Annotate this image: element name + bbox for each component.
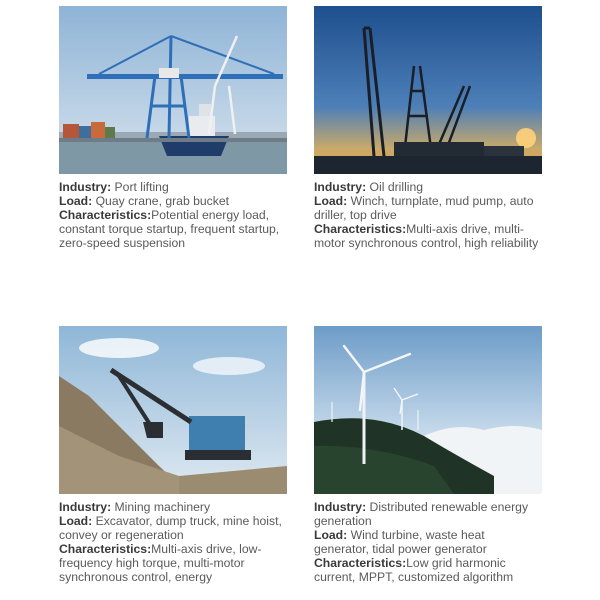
industry-label: Industry: xyxy=(59,500,112,514)
card-mining-machinery xyxy=(59,326,287,584)
card-description xyxy=(314,180,542,250)
load-label: Load: xyxy=(59,514,93,528)
industry-label: Industry: xyxy=(59,180,112,194)
industry-value: Distributed renewable energy generation xyxy=(314,500,529,528)
load-label: Load: xyxy=(314,528,348,542)
industry-label: Industry: xyxy=(314,500,367,514)
card-port-lifting xyxy=(59,6,287,250)
load-value: Excavator, dump truck, mine hoist, convey or regeneration xyxy=(59,514,282,542)
characteristics-label: Characteristics: xyxy=(314,556,407,570)
characteristics-value: Potential energy load, constant torque startup, frequent startup, zero-speed suspension xyxy=(59,208,280,250)
card-description xyxy=(314,500,542,584)
oil-drilling-rig-photo xyxy=(314,6,542,174)
card-description xyxy=(59,500,287,584)
characteristics-value: Low grid harmonic current, MPPT, customized algorithm xyxy=(314,556,514,584)
characteristics-value: Multi-axis drive, multi-motor synchronous control, high reliability xyxy=(314,222,539,250)
industry-value: Port lifting xyxy=(114,180,169,194)
load-value: Winch, turnplate, mud pump, auto driller, top drive xyxy=(314,194,534,222)
port-crane-photo xyxy=(59,6,287,174)
industry-value: Mining machinery xyxy=(114,500,211,514)
card-renewable-energy xyxy=(314,326,542,584)
card-description xyxy=(59,180,287,250)
load-label: Load: xyxy=(59,194,93,208)
card-oil-drilling xyxy=(314,6,542,250)
load-label: Load: xyxy=(314,194,348,208)
industry-label: Industry: xyxy=(314,180,367,194)
load-value: Quay crane, grab bucket xyxy=(95,194,230,208)
load-value: Wind turbine, waste heat generator, tidal power generator xyxy=(314,528,487,556)
characteristics-label: Characteristics: xyxy=(59,542,152,556)
mining-excavator-photo xyxy=(59,326,287,494)
industry-value: Oil drilling xyxy=(369,180,424,194)
characteristics-label: Characteristics: xyxy=(314,222,407,236)
characteristics-value: Multi-axis drive, low-frequency high torque, multi-motor synchronous control, energy xyxy=(59,542,262,584)
wind-turbine-photo xyxy=(314,326,542,494)
characteristics-label: Characteristics: xyxy=(59,208,152,222)
